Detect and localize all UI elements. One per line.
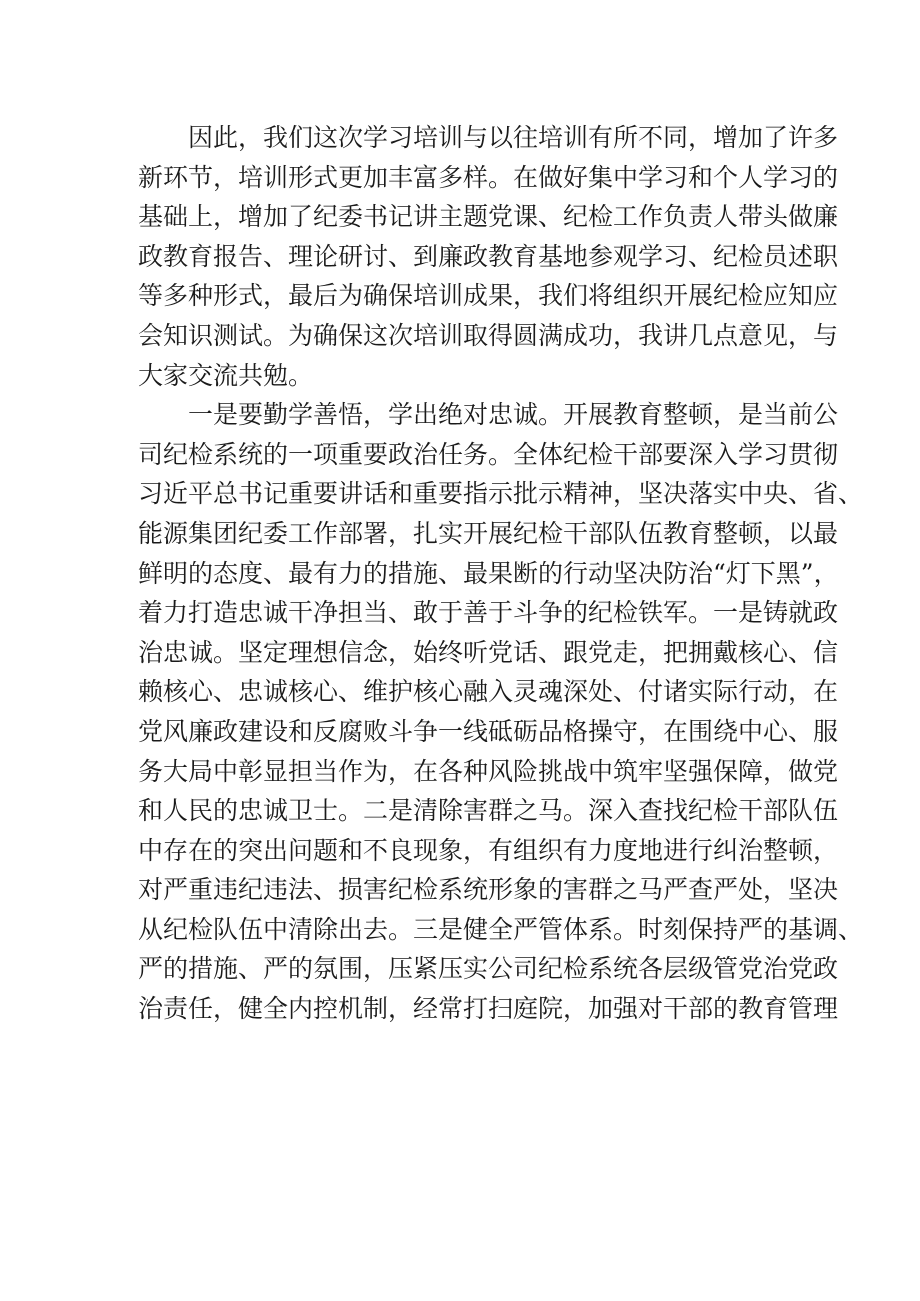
text-line: 务大局中彰显担当作为，在各种风险挑战中筑牢坚强保障，做党 — [138, 756, 839, 786]
text-line: 着力打造忠诚干净担当、敢于善于斗争的纪检铁军。一是铸就政 — [138, 598, 839, 628]
text-line: 习近平总书记重要讲话和重要指示批示精神，坚决落实中央、省、 — [138, 479, 864, 509]
text-line: 等多种形式，最后为确保培训成果，我们将组织开展纪检应知应 — [138, 281, 839, 311]
text-line: 因此，我们这次学习培训与以往培训有所不同，增加了许多 — [188, 123, 839, 152]
text-line: 一是要勤学善悟，学出绝对忠诚。开展教育整顿，是当前公 — [188, 400, 839, 430]
text-line: 基础上，增加了纪委书记讲主题党课、纪检工作负责人带头做廉 — [138, 202, 839, 232]
text-line: 党风廉政建设和反腐败斗争一线砥砺品格操守，在围绕中心、服 — [138, 716, 839, 746]
text-line: 大家交流共勉。 — [138, 360, 314, 390]
text-line: 从纪检队伍中清除出去。三是健全严管体系。时刻保持严的基调、 — [138, 914, 864, 944]
text-line: 严的措施、严的氛围，压紧压实公司纪检系统各层级管党治党政 — [138, 954, 839, 984]
text-line: 和人民的忠诚卫士。二是清除害群之马。深入查找纪检干部队伍 — [138, 796, 839, 826]
text-line: 会知识测试。为确保这次培训取得圆满成功，我讲几点意见，与 — [138, 320, 839, 350]
text-line: 中存在的突出问题和不良现象，有组织有力度地进行纠治整顿， — [138, 835, 839, 865]
text-line: 政教育报告、理论研讨、到廉政教育基地参观学习、纪检员述职 — [138, 241, 839, 271]
document-body — [138, 118, 864, 1029]
text-line: 对严重违纪违法、损害纪检系统形象的害群之马严查严处，坚决 — [138, 875, 839, 905]
text-line: 鲜明的态度、最有力的措施、最果断的行动坚决防治“灯下黑”， — [138, 558, 839, 588]
text-line: 能源集团纪委工作部署，扎实开展纪检干部队伍教育整顿，以最 — [138, 518, 839, 548]
text-line: 新环节，培训形式更加丰富多样。在做好集中学习和个人学习的 — [138, 162, 839, 192]
paragraph-1 — [138, 118, 839, 395]
text-line: 司纪检系统的一项重要政治任务。全体纪检干部要深入学习贯彻 — [138, 439, 839, 469]
text-line: 治忠诚。坚定理想信念，始终听党话、跟党走，把拥戴核心、信 — [138, 637, 839, 667]
text-line: 赖核心、忠诚核心、维护核心融入灵魂深处、付诸实际行动，在 — [138, 677, 839, 707]
paragraph-2 — [138, 395, 864, 1029]
text-line: 治责任，健全内控机制，经常打扫庭院，加强对干部的教育管理 — [138, 994, 839, 1024]
